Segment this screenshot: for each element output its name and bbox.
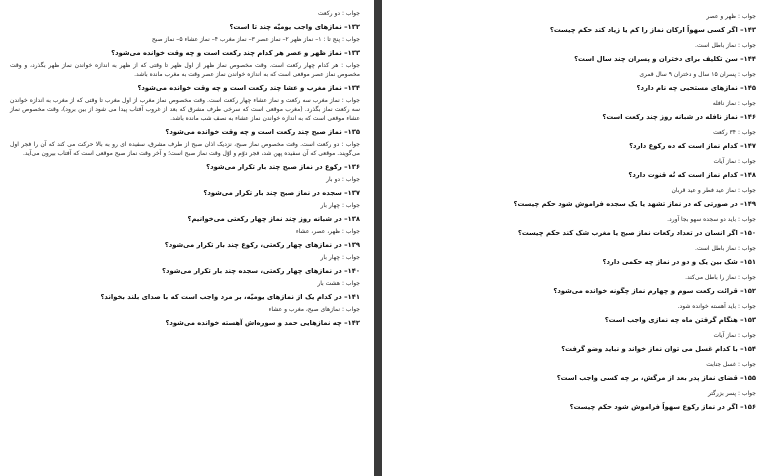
question-text: ۱۳۲– نمازهای واجب یومیّه چند تا است؟ [229,23,360,31]
question-text: ۱۴۷– کدام نماز است که ده رکوع دارد؟ [629,142,756,150]
question-text: ۱۴۲– چه نمازهایی حمد و سوره‌اش آهسته خوانده می‌شود؟ [165,319,360,327]
question-text: ۱۵۵– قضای نماز پدر بعد از مرگش، بر چه کسی واجب است؟ [556,374,756,382]
answer-text: جواب : دو رکعت است. وقت مخصوص نماز صبح، نزدیک اذان صبح از طرف مشرق، سفیده ای رو به بالا حرکت می کند که آن را فجر اول می‌گویند. موقعی که آن سفیده پهن شد، فجر دوّم و اوّل وقت نماز صبح است؛ و آخر وقت نماز صبح موقعی است که آفتاب بیرون می‌آید. [10,141,360,157]
answer-text: جواب : پسران ۱۵ سال و دختران ۹ سال قمری [639,71,756,78]
question-text: ۱۳۹– در نمازهای چهار رکعتی، رکوع چند بار تکرار می‌شود؟ [164,241,360,249]
question-text: ۱۵۶– اگر در نماز رکوع سهواً فراموش شود حکم چیست؟ [569,403,756,411]
answer-text: جواب : هر کدام چهار رکعت است. وقت مخصوص نماز ظهر از اول ظهر تا وقتی که از ظهر به اندازه خواندن نماز ظهر بگذرد، و وقت مخصوص نماز عصر موقعی است که به اندازه خواندن نماز عصر وقت به مغرب مانده باشد. [10,62,360,78]
question-text: ۱۵۲– قرائت رکعت سوم و چهارم نماز چگونه خوانده می‌شود؟ [553,287,756,295]
answer-text: جواب : پنج تا : ۱– نماز ظهر ۲– نماز عصر ۳– نماز مغرب ۴– نماز عشاء ۵– نماز صبح [151,36,360,43]
answer-text: جواب : نماز باطل است. [695,245,756,252]
question-text: ۱۴۸– کدام نماز است که نُه قنوت دارد؟ [628,171,756,179]
answer-text: جواب : نماز مغرب سه رکعت و نماز عشاء چهار رکعت است. وقت مخصوص نماز مغرب از اول مغرب تا وقتی که از مغرب به اندازه خواندن سه رکعت نماز بگذرد. (مغرب موقعی است که سرخی طرف مشرق که بعد از غروب آفتاب پیدا می شود از بین برود)، وقت مخصوص نماز عشاء موقعی است که به اندازه خواندن نماز عشاء به نصف شب مانده باشد. [10,97,360,122]
question-text: ۱۵۰– اگر انسان در تعداد رکعات نماز صبح یا مغرب شک کند حکم چیست؟ [517,229,756,237]
left-page [0,0,374,476]
answer-text: جواب : ظهر، عصر، عشاء [295,228,360,235]
answer-text: جواب : نمازهای صبح، مغرب و عشاء [268,306,360,313]
answer-text: جواب : دو بار [326,176,360,183]
question-text: ۱۴۳– اگر کسی سهواً ارکان نماز را کم یا زیاد کند حکم چیست؟ [549,26,756,34]
answer-text: جواب : ۳۴ رکعت [713,129,756,136]
question-text: ۱۴۹– در صورتی که در نماز تشهد یا یک سجده فراموش شود حکم چیست؟ [513,200,756,208]
question-text: ۱۴۶– نماز نافله در شبانه روز چند رکعت است؟ [602,113,756,121]
question-text: ۱۴۱– در کدام یک از نمازهای یومیّه، بر مرد واجب است که با صدای بلند بخواند؟ [100,293,360,301]
answer-text: جواب : نماز آیات [713,158,756,165]
answer-text: جواب : چهار بار [320,202,360,209]
question-text: ۱۳۳– نماز ظهر و عصر هر کدام چند رکعت است و چه وقت خوانده می‌شود؟ [111,49,360,57]
answer-text: جواب : نماز را باطل می‌کند. [685,274,756,281]
question-text: ۱۳۴– نماز مغرب و عشا چند رکعت است و چه وقت خوانده می‌شود؟ [137,84,360,92]
question-text: ۱۳۶– رکوع در نماز صبح چند بار تکرار می‌شود؟ [206,163,360,171]
book-gutter [374,0,382,476]
question-text: ۱۳۵– نماز صبح چند رکعت است و چه وقت خوانده می‌شود؟ [165,128,360,136]
answer-text: جواب : نماز باطل است. [695,42,756,49]
answer-text: جواب : دو رکعت [318,10,360,17]
question-text: ۱۳۷– سجده در نماز صبح چند بار تکرار می‌شود؟ [203,189,360,197]
answer-text: جواب : غسل جنابت [706,361,756,368]
answer-text: جواب : باید آهسته خوانده شود. [677,303,756,310]
answer-text: جواب : چهار بار [320,254,360,261]
right-page [382,0,768,476]
answer-text: جواب : نماز نافله [712,100,756,107]
answer-text: جواب : پسر بزرگتر [707,390,756,397]
question-text: ۱۵۴– با کدام غسل می توان نماز خواند و نباید وضو گرفت؟ [561,345,756,353]
answer-text: جواب : نماز عید فطر و عید قربان [671,187,756,194]
answer-text: جواب : ظهر و عصر [706,13,756,20]
question-text: ۱۵۳– هنگام گرفتن ماه چه نمازی واجب است؟ [604,316,756,324]
answer-text: جواب : باید دو سجده سهو بجا آورد. [667,216,756,223]
question-text: ۱۳۸– در شبانه روز چند نماز چهار رکعتی می‌خوانیم؟ [187,215,360,223]
question-text: ۱۵۱– شک بین یک و دو در نماز چه حکمی دارد؟ [602,258,756,266]
answer-text: جواب : نماز آیات [713,332,756,339]
answer-text: جواب : هشت بار [317,280,360,287]
question-text: ۱۴۵– نمازهای مستحبی چه نام دارد؟ [636,84,756,92]
question-text: ۱۴۴– سن تکلیف برای دختران و پسران چند سال است؟ [574,55,756,63]
question-text: ۱۴۰– در نمازهای چهار رکعتی، سجده چند بار تکرار می‌شود؟ [162,267,360,275]
